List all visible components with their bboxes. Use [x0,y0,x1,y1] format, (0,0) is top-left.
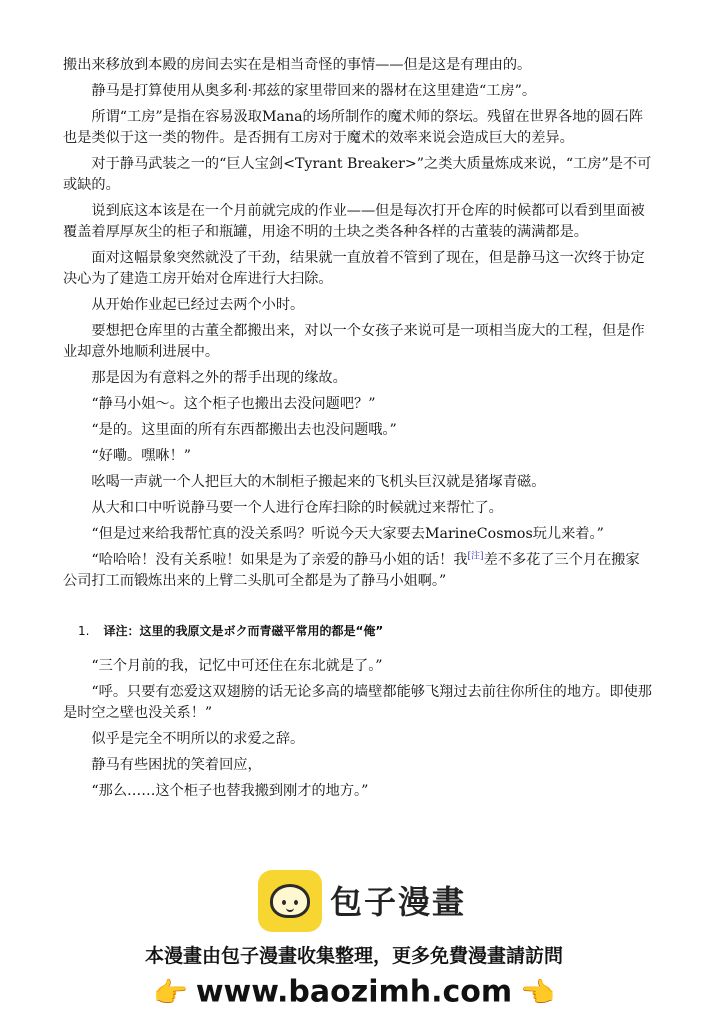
brand-banner[interactable] [0,868,708,938]
brand-name: 包子漫畫 [330,883,467,921]
bun-face-icon [270,884,310,918]
paragraph: 搬出来移放到本殿的房间去实在是相当奇怪的事情——但是这是有理由的。 [63,57,532,73]
paragraph: 说到底这本该是在一个月前就完成的作业——但是每次打开仓库的时候都可以看到里面被覆盖着厚厚灰尘的柜子和瓶罐，用途不明的土块之类各种各样的古董装的满满都是。 [63,203,645,240]
site-url-link[interactable]: www.baozimh.com [195,974,513,1010]
pointing-right-hand-icon: 👉 [152,975,188,1009]
footnote-number: 1. [78,624,90,638]
paragraph: 那是因为有意料之外的帮手出现的缘故。 [91,370,347,386]
paragraph: 从开始作业起已经过去两个小时。 [91,297,305,313]
bun-eye-icon [294,900,298,905]
paragraph: 从大和口中听说静马要一个人进行仓库扫除的时候就过来帮忙了。 [91,500,503,516]
paragraph: 面对这幅景象突然就没了干劲，结果就一直放着不管到了现在，但是静马这一次终于协定决心为了建造工房开始对仓库进行大扫除。 [63,250,645,287]
paragraph: “但是过来给我帮忙真的没关系吗？听说今天大家要去MarineCosmos玩儿来着。” [91,526,604,542]
paragraph: 静马有些困扰的笑着回应， [91,757,262,773]
site-url-row[interactable] [0,972,708,1016]
text-block-main [63,55,653,597]
paragraph: 似乎是完全不明所以的求爱之辞。 [91,731,305,747]
paragraph: “呼。只要有恋爱这双翅膀的话无论多高的墙壁都能够飞翔过去前往你所住的地方。即使那是时空之壁也没关系！” [63,684,652,721]
paragraph: “静马小姐～。这个柜子也搬出去没问题吧？” [91,396,376,412]
paragraph: 吆喝一声就一个人把巨大的木制柜子搬起来的飞机头巨汉就是猪塚青磁。 [91,474,546,490]
paragraph: “三个月前的我，记忆中可还住在东北就是了。” [91,658,383,674]
note-paragraph-after: 差不多花了三个月在搬家公司打工而锻炼出来的上臂二头肌可全都是为了静马小姐啊。” [63,552,640,589]
bun-eye-icon [282,900,286,905]
paragraph: “好嘞。嘿咻！” [91,448,192,464]
paragraph: 所谓“工房”是指在容易汲取Mana的场所制作的魔术师的祭坛。残留在世界各地的圆石阵也是类似于这一类的物件。是否拥有工房对于魔术的效率来说会造成巨大的差异。 [63,109,644,146]
note-paragraph-before: “哈哈哈！没有关系啦！如果是为了亲爱的静马小姐的话！我 [91,552,468,568]
text-block-continued [63,656,653,807]
baozi-logo-icon [258,870,322,932]
footnote-text: 译注：这里的我原文是ボク而青磁平常用的都是“俺” [103,624,384,638]
pointing-left-hand-icon: 👈 [520,975,556,1009]
bun-mouth-icon [286,906,294,912]
paragraph: 对于静马武装之一的“巨人宝剑<Tyrant Breaker>”之类大质量炼成来说，“工房”是不可或缺的。 [63,156,652,193]
promo-text: 本漫畫由包子漫畫收集整理，更多免費漫畫請訪問 [144,945,563,967]
paragraph: “是的。这里面的所有东西都搬出去也没问题哦。” [91,422,397,438]
footnote-reference-link[interactable]: [注] [467,551,484,562]
paragraph: 要想把仓库里的古董全都搬出来，对以一个女孩子来说可是一项相当庞大的工程，但是作业却意外地顺利进展中。 [63,323,645,360]
paragraph: 静马是打算使用从奥多利·邦兹的家里带回来的器材在这里建造“工房”。 [91,83,537,99]
footnote [78,622,383,639]
paragraph-with-note [63,550,653,592]
paragraph: “那么……这个柜子也替我搬到刚才的地方。” [91,783,369,799]
